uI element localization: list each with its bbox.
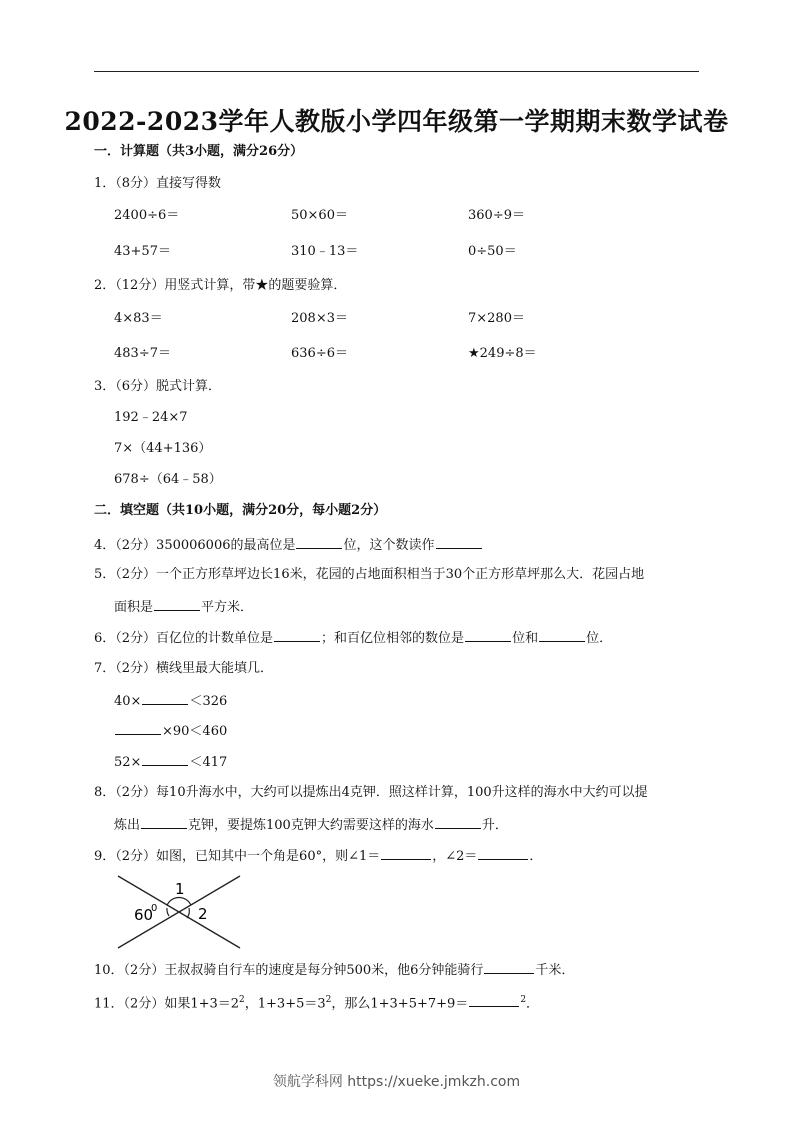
angle-1-arc (167, 898, 191, 906)
answer-blank[interactable] (142, 752, 188, 766)
angle-2-label: 2 (198, 905, 208, 923)
q5-text: 面积是 (114, 600, 154, 615)
q7-text: ＜417 (189, 755, 228, 770)
q11-text: ，1+3+5＝3 (244, 996, 326, 1012)
exponent: 2 (520, 995, 527, 1005)
q6-text: 位． (586, 631, 613, 646)
q3-item: 192﹣24×7 (114, 410, 188, 425)
angle-60-label: 60 (134, 906, 154, 924)
answer-blank[interactable] (539, 628, 585, 642)
q2-item: 7×280＝ (468, 311, 525, 326)
q8-line: 8．（2分）每10升海水中，大约可以提炼出4克钾．照这样计算，100升这样的海水中大约可以提 (94, 785, 648, 800)
q7-text: ＜326 (189, 694, 228, 709)
degree-mark: 0 (151, 903, 158, 914)
q10-text: 10．（2分）王叔叔骑自行车的速度是每分钟500米，他6分钟能骑行 (94, 963, 484, 978)
q9-text: ，∠2＝ (432, 849, 478, 864)
answer-blank[interactable] (142, 691, 188, 705)
header-rule (94, 71, 699, 72)
footer-watermark: 领航学科网 https://xueke.jmkzh.com (272, 1074, 521, 1090)
q10-line (94, 960, 574, 980)
q7-item (114, 721, 227, 741)
q4-text: 4．（2分）350006006的最高位是 (94, 538, 296, 553)
q6-text: ；和百亿位相邻的数位是 (321, 631, 465, 646)
exponent: 2 (239, 995, 245, 1005)
q2-item: ★249÷8＝ (468, 346, 537, 361)
section-1-heading: 一．计算题（共3小题，满分26分） (94, 144, 304, 159)
q8-text: 炼出 (114, 818, 141, 833)
q3-item: 7×（44+136） (114, 441, 212, 456)
answer-blank[interactable] (141, 815, 187, 829)
answer-blank[interactable] (381, 846, 431, 860)
q1-item: 2400÷6＝ (114, 208, 180, 223)
q7-text: 52× (114, 755, 142, 770)
q8-text: 克钾，要提炼100克钾大约需要这样的海水 (188, 818, 434, 833)
section-2-heading: 二．填空题（共10小题，满分20分，每小题2分） (94, 503, 387, 518)
q1-item: 0÷50＝ (468, 244, 517, 259)
q9-text: 9．（2分）如图，已知其中一个角是60°，则∠1＝ (94, 849, 381, 864)
answer-blank[interactable] (115, 721, 161, 735)
q2-item: 636÷6＝ (291, 346, 348, 361)
q11-text: ． (526, 996, 540, 1012)
angle-60-arc (167, 908, 169, 916)
q9-text: ． (529, 849, 543, 864)
q1-heading: 1．（8分）直接写得数 (94, 176, 222, 191)
answer-blank[interactable] (154, 597, 200, 611)
angle-2-arc (187, 908, 189, 918)
q2-item: 208×3＝ (291, 311, 348, 326)
answer-blank[interactable] (478, 846, 528, 860)
answer-blank[interactable] (274, 628, 320, 642)
q5-line2 (114, 597, 253, 617)
q3-item: 678÷（64﹣58） (114, 472, 222, 487)
q7-heading: 7．（2分）横线里最大能填几． (94, 661, 274, 676)
q2-item: 483÷7＝ (114, 346, 171, 361)
q11-text: ，那么1+3+5+7+9＝ (331, 996, 469, 1012)
answer-blank[interactable] (296, 535, 342, 549)
q3-heading: 3．（6分）脱式计算． (94, 379, 222, 394)
answer-blank[interactable] (465, 628, 511, 642)
intersecting-lines-figure (112, 870, 246, 952)
page-title: 2022-2023学年人教版小学四年级第一学期期末数学试卷 (64, 107, 729, 136)
q2-item: 4×83＝ (114, 311, 163, 326)
angle-1-label: 1 (175, 880, 185, 898)
q6-text: 位和 (512, 631, 539, 646)
q1-item: 360÷9＝ (468, 208, 525, 223)
q8-text: 升． (481, 818, 508, 833)
answer-blank[interactable] (469, 993, 519, 1007)
q7-item (114, 752, 227, 772)
q5-text: 平方米． (201, 600, 254, 615)
q11-text: 11．（2分）如果1+3＝2 (94, 996, 240, 1012)
q7-item (114, 691, 227, 711)
q10-text: 千米． (535, 963, 575, 978)
q9-line (94, 846, 542, 866)
q5-line: 5．（2分）一个正方形草坪边长16米，花园的占地面积相当于30个正方形草坪那么大．花园占地 (94, 567, 645, 582)
answer-blank[interactable] (436, 535, 482, 549)
q8-line2 (114, 815, 508, 835)
q6-line (94, 628, 612, 648)
q7-text: 40× (114, 694, 142, 709)
exponent: 2 (325, 995, 332, 1005)
q11-line (94, 991, 539, 1013)
q4-text: 位，这个数读作 (343, 538, 435, 553)
q1-item: 310﹣13＝ (291, 244, 359, 259)
q1-item: 43+57＝ (114, 244, 171, 259)
q6-text: 6．（2分）百亿位的计数单位是 (94, 631, 274, 646)
q7-text: ×90＜460 (162, 724, 228, 739)
q2-heading: 2．（12分）用竖式计算，带★的题要验算． (94, 278, 347, 293)
answer-blank[interactable] (484, 960, 534, 974)
q1-item: 50×60＝ (291, 208, 348, 223)
q4-line (94, 535, 483, 555)
answer-blank[interactable] (435, 815, 481, 829)
